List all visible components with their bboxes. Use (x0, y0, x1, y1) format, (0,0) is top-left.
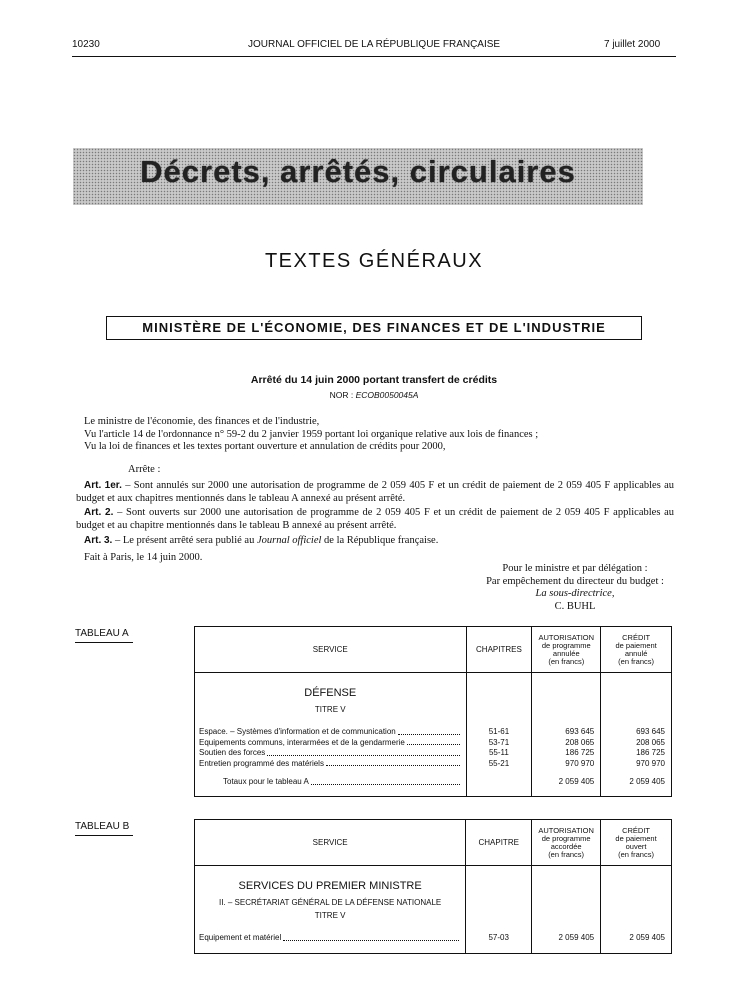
table-row: Soutien des forces (195, 748, 466, 759)
article-3 (76, 535, 674, 548)
col-header-autorisation: AUTORISATION de programme accordée (en francs) (532, 820, 601, 866)
decree-title: Arrêté du 14 juin 2000 portant transfert de crédits (250, 374, 498, 386)
signature-title: La sous-directrice, (535, 588, 615, 599)
chapitre-column: 51-61 53-71 55-11 55-21 (466, 673, 532, 797)
article-text: – Sont ouverts sur 2000 une autorisation de programme de 2 059 405 F et un crédit de paiement de 2 059 405 F applicables au budget et au chapitre mentionnés dans le tableau B annexé au présent arrêté. (76, 507, 674, 531)
section-title: TEXTES GÉNÉRAUX (264, 250, 484, 272)
table-header-row (195, 820, 672, 866)
page-number: 10230 (72, 39, 100, 50)
issue-date: 7 juillet 2000 (604, 39, 661, 50)
signature-line: Pour le ministre et par délégation : (502, 563, 648, 574)
done-at: Fait à Paris, le 14 juin 2000. (84, 552, 203, 563)
col-header-chapitre: CHAPITRE (466, 820, 532, 866)
section-heading: SERVICES DU PREMIER MINISTRE (238, 880, 422, 892)
journal-title: JOURNAL OFFICIEL DE LA RÉPUBLIQUE FRANÇAISE (248, 39, 501, 50)
arrete-label: Arrête : (128, 464, 161, 475)
tableau-b-underline (75, 835, 133, 836)
chapitre-column: 57-03 (466, 866, 532, 954)
tableau-b-label: TABLEAU B (75, 821, 130, 832)
nor-label: NOR : (329, 390, 354, 400)
subsection-heading: TITRE V (314, 705, 346, 714)
article-1 (76, 480, 674, 505)
preamble (84, 416, 674, 454)
nor-code: ECOB0050045A (355, 390, 419, 400)
total-row: Totaux pour le tableau A (195, 777, 466, 788)
article-2 (76, 507, 674, 532)
banner-title: Décrets, arrêtés, circulaires (140, 154, 576, 189)
signature-block (470, 563, 680, 613)
autorisation-column: 693 645 208 065 186 725 970 970 2 059 405 (532, 673, 601, 797)
tableau-b (194, 819, 672, 954)
service-column (195, 673, 467, 797)
table-row: Equipement et matériel (195, 933, 465, 944)
header-rule (72, 56, 676, 57)
subsection-heading: II. – SECRÉTARIAT GÉNÉRAL DE LA DÉFENSE NATIONALE (218, 898, 442, 907)
article-label: Art. 3. (84, 535, 113, 546)
autorisation-column: 2 059 405 (532, 866, 601, 954)
credit-column: 2 059 405 (601, 866, 672, 954)
table-body (195, 866, 672, 954)
table-header-row (195, 627, 672, 673)
tableau-a-label: TABLEAU A (75, 628, 129, 639)
col-header-service: SERVICE (195, 627, 467, 673)
col-header-chapitres: CHAPITRES (466, 627, 532, 673)
table-row: Equipements communs, interarmées et de la gendarmerie (195, 738, 466, 749)
tableau-a-underline (75, 642, 133, 643)
table-row: Entretien programmé des matériels (195, 759, 466, 770)
article-label: Art. 2. (84, 507, 114, 518)
service-column (195, 866, 466, 954)
preamble-line: Vu l'article 14 de l'ordonnance n° 59-2 du 2 janvier 1959 portant loi organique relative aux lois de finances ; (84, 428, 539, 440)
article-text: – Le présent arrêté sera publié au (114, 535, 257, 546)
total-autorisation: 2 059 405 (558, 777, 595, 786)
section-banner (73, 148, 643, 205)
signature-line: Par empêchement du directeur du budget : (486, 575, 664, 587)
total-credit: 2 059 405 (629, 777, 665, 786)
ministry-box: MINISTÈRE DE L'ÉCONOMIE, DES FINANCES ET DE L'INDUSTRIE (106, 316, 642, 340)
col-header-credit: CRÉDIT de paiement annulé (en francs) (601, 627, 672, 673)
table-body (195, 673, 672, 797)
table-row: Espace. – Systèmes d'information et de communication (195, 727, 466, 738)
nor-line (0, 390, 748, 400)
signature-name: C. BUHL (554, 600, 596, 612)
col-header-autorisation: AUTORISATION de programme annulée (en francs) (532, 627, 601, 673)
article-text: – Sont annulés sur 2000 une autorisation de programme de 2 059 405 F et un crédit de paiement de 2 059 405 F applicables au budget et aux chapitres mentionnés dans le tableau A annexé au présent arrêté. (76, 480, 675, 504)
preamble-line: Le ministre de l'économie, des finances et de l'industrie, (84, 416, 320, 427)
tableau-a (194, 626, 672, 797)
article-label: Art. 1er. (84, 480, 122, 491)
section-heading: DÉFENSE (304, 687, 357, 699)
journal-officiel-ref: Journal officiel (256, 535, 322, 546)
subsubsection-heading: TITRE V (314, 911, 346, 920)
credit-column: 693 645 208 065 186 725 970 970 2 059 405 (601, 673, 672, 797)
col-header-service: SERVICE (195, 820, 466, 866)
col-header-credit: CRÉDIT de paiement ouvert (en francs) (601, 820, 672, 866)
article-text: de la République française. (321, 535, 439, 546)
preamble-line: Vu la loi de finances et les textes portant ouverture et annulation de crédits pour 2000, (84, 441, 446, 452)
